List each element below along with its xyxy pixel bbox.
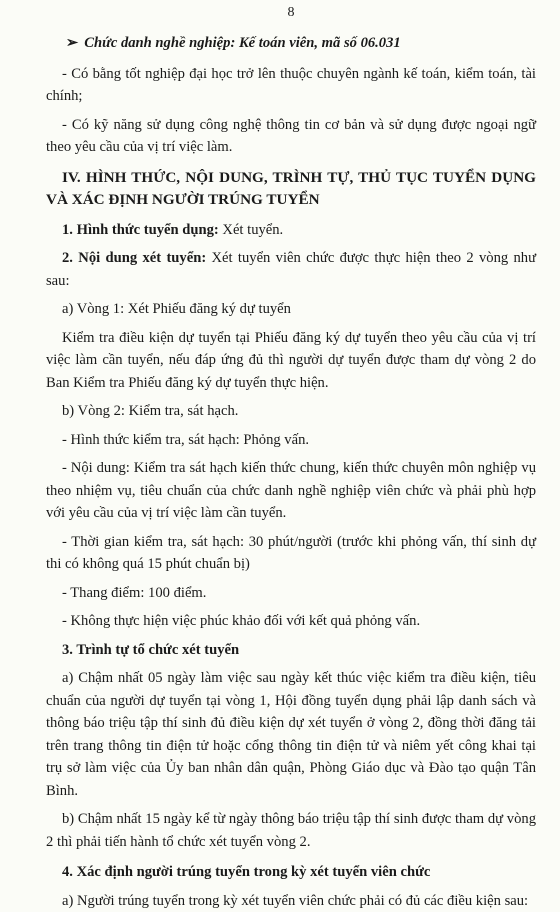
item-2-label: 2. Nội dung xét tuyển:: [62, 250, 206, 266]
position-title-text: Chức danh nghề nghiệp: Kế toán viên, mã số 06.031: [84, 35, 400, 51]
page-number: 8: [46, 4, 536, 22]
item-4-a: a) Người trúng tuyển trong kỳ xét tuyển viên chức phải có đủ các điều kiện sau:: [46, 890, 536, 912]
item-2-text: Xét tuyển viên chức được thực hiện theo 2 vòng như sau:: [46, 250, 536, 289]
item-1: [46, 219, 536, 242]
item-3-heading: 3. Trình tự tổ chức xét tuyển: [46, 639, 536, 662]
round-1-text: Kiểm tra điều kiện dự tuyển tại Phiếu đăng ký dự tuyển theo yêu cầu của vị trí việc làm cần tuyển, nếu đáp ứng đủ thì người dự tuyển được tham dự vòng 2 do Ban Kiểm tra Phiếu đăng ký dự tuyển thực hiện.: [46, 327, 536, 395]
round-2-score-scale: - Thang điểm: 100 điểm.: [46, 582, 536, 605]
arrow-bullet-icon: ➢: [66, 35, 78, 51]
requirement-degree: - Có bằng tốt nghiệp đại học trở lên thuộc chuyên ngành kế toán, kiểm toán, tài chính;: [46, 63, 536, 108]
round-2-no-review: - Không thực hiện việc phúc khảo đối với kết quả phỏng vấn.: [46, 610, 536, 633]
item-4-heading: 4. Xác định người trúng tuyển trong kỳ xét tuyển viên chức: [46, 861, 536, 884]
item-1-text: Xét tuyển.: [219, 222, 283, 238]
item-3-a: a) Chậm nhất 05 ngày làm việc sau ngày kết thúc việc kiểm tra điều kiện, tiêu chuẩn của người dự tuyển tại vòng 1, Hội đồng tuyển dụng phải lập danh sách và thông báo triệu tập thí sinh đủ điều kiện dự xét tuyển ở vòng 2, đồng thời đăng tải trên trang thông tin điện tử hoặc cổng thông tin điện tử và niêm yết công khai tại trụ sở làm việc của Ủy ban nhân dân quận, Phòng Giáo dục và Đào tạo quận Tân Bình.: [46, 667, 536, 802]
round-2-heading: b) Vòng 2: Kiểm tra, sát hạch.: [46, 400, 536, 423]
round-1-heading: a) Vòng 1: Xét Phiếu đăng ký dự tuyển: [46, 298, 536, 321]
item-1-label: 1. Hình thức tuyển dụng:: [62, 222, 219, 238]
round-2-content: - Nội dung: Kiểm tra sát hạch kiến thức chung, kiến thức chuyên môn nghiệp vụ theo nhiệm vụ, tiêu chuẩn của chức danh nghề nghiệp viên chức và phải phù hợp với yêu cầu của vị trí việc làm cần tuyển.: [46, 457, 536, 525]
item-2: [46, 247, 536, 292]
item-3-b: b) Chậm nhất 15 ngày kể từ ngày thông báo triệu tập thí sinh được tham dự vòng 2 thì phải tiến hành tổ chức xét tuyển vòng 2.: [46, 808, 536, 853]
requirement-skills: - Có kỹ năng sử dụng công nghệ thông tin cơ bản và sử dụng được ngoại ngữ theo yêu cầu của vị trí việc làm.: [46, 114, 536, 159]
section-iv-heading: IV. HÌNH THỨC, NỘI DUNG, TRÌNH TỰ, THỦ TỤC TUYỂN DỤNG VÀ XÁC ĐỊNH NGƯỜI TRÚNG TUYỂN: [46, 167, 536, 211]
round-2-format: - Hình thức kiểm tra, sát hạch: Phỏng vấn.: [46, 429, 536, 452]
round-2-duration: - Thời gian kiểm tra, sát hạch: 30 phút/người (trước khi phỏng vấn, thí sinh dự thi có không quá 15 phút chuẩn bị): [46, 531, 536, 576]
position-title: [66, 32, 536, 55]
